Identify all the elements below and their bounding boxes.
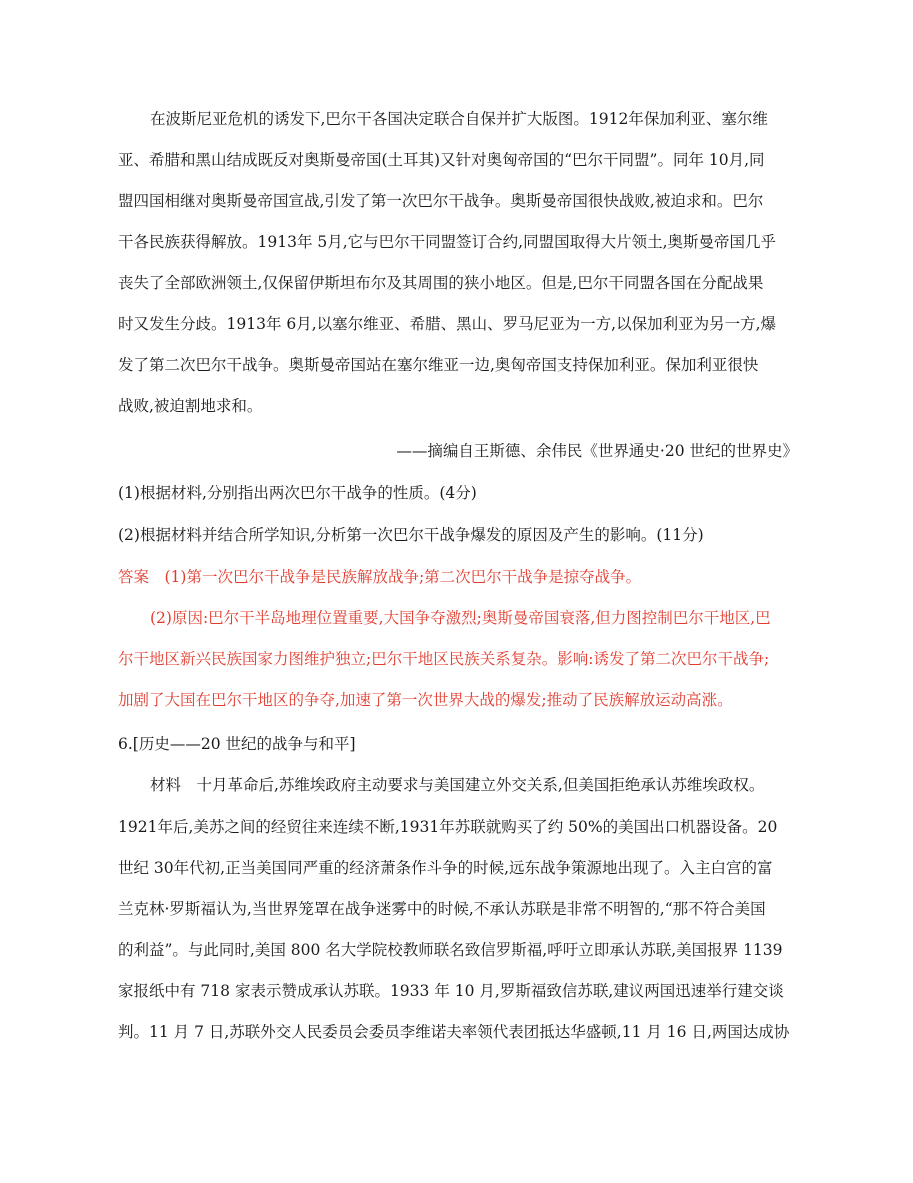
material-paragraph-line: 在波斯尼亚危机的诱发下,巴尔干各国决定联合自保并扩大版图。1912年保加利亚、塞尔维 xyxy=(150,110,768,128)
material-paragraph-line: 战败,被迫割地求和。 xyxy=(118,397,263,415)
question-2: (2)根据材料并结合所学知识,分析第一次巴尔干战争爆发的原因及产生的影响。(11分) xyxy=(118,526,704,544)
source-citation: ——摘编自王斯德、余伟民《世界通史·20 世纪的世界史》 xyxy=(396,442,798,460)
section-paragraph-line: 判。11 月 7 日,苏联外交人民委员会委员李维诺夫率领代表团抵达华盛顿,11 月 16 日,两国达成协 xyxy=(118,1023,790,1041)
material-paragraph-line: 盟四国相继对奥斯曼帝国宣战,引发了第一次巴尔干战争。奥斯曼帝国很快战败,被迫求和。巴尔 xyxy=(118,192,764,210)
material-paragraph-line: 发了第二次巴尔干战争。奥斯曼帝国站在塞尔维亚一边,奥匈帝国支持保加利亚。保加利亚很快 xyxy=(118,356,759,374)
answer-line: (2)原因:巴尔干半岛地理位置重要,大国争夺激烈;奥斯曼帝国衰落,但力图控制巴尔干地区,巴 xyxy=(150,609,771,627)
section-paragraph-line: 家报纸中有 718 家表示赞成承认苏联。1933 年 10 月,罗斯福致信苏联,建议两国迅速举行建交谈 xyxy=(118,982,784,1000)
section-paragraph-line: 的利益”。与此同时,美国 800 名大学院校教师联名致信罗斯福,呼吁立即承认苏联,美国报界 1139 xyxy=(118,941,783,959)
section-paragraph-line: 1921年后,美苏之间的经贸往来连续不断,1931年苏联就购买了约 50%的美国出口机器设备。20 xyxy=(118,818,778,836)
material-paragraph-line: 丧失了全部欧洲领土,仅保留伊斯坦布尔及其周围的狭小地区。但是,巴尔干同盟各国在分配战果 xyxy=(118,274,764,292)
material-paragraph-line: 时又发生分歧。1913年 6月,以塞尔维亚、希腊、黑山、罗马尼亚为一方,以保加利亚为另一方,爆 xyxy=(118,315,777,333)
material-paragraph-line: 亚、希腊和黑山结成既反对奥斯曼帝国(土耳其)又针对奥匈帝国的“巴尔干同盟”。同年 10月,同 xyxy=(118,151,765,169)
material-paragraph-line: 干各民族获得解放。1913年 5月,它与巴尔干同盟签订合约,同盟国取得大片领土,奥斯曼帝国几乎 xyxy=(118,233,777,251)
section-paragraph-line: 兰克林·罗斯福认为,当世界笼罩在战争迷雾中的时候,不承认苏联是非常不明智的,“那不符合美国 xyxy=(118,900,766,918)
section-paragraph-line: 材料 十月革命后,苏维埃政府主动要求与美国建立外交关系,但美国拒绝承认苏维埃政权。 xyxy=(150,776,765,794)
section-paragraph-line: 世纪 30年代初,正当美国同严重的经济萧条作斗争的时候,远东战争策源地出现了。入主白宫的富 xyxy=(118,859,773,877)
answer-line: 加剧了大国在巴尔干地区的争夺,加速了第一次世界大战的爆发;推动了民族解放运动高涨。 xyxy=(118,691,733,709)
section-heading: 6.[历史——20 世纪的战争与和平] xyxy=(118,735,356,753)
answer-line: 尔干地区新兴民族国家力图维护独立;巴尔干地区民族关系复杂。影响:诱发了第二次巴尔干战争; xyxy=(118,650,770,668)
answer-line: 答案 (1)第一次巴尔干战争是民族解放战争;第二次巴尔干战争是掠夺战争。 xyxy=(118,568,642,586)
question-1: (1)根据材料,分别指出两次巴尔干战争的性质。(4分) xyxy=(118,484,477,502)
